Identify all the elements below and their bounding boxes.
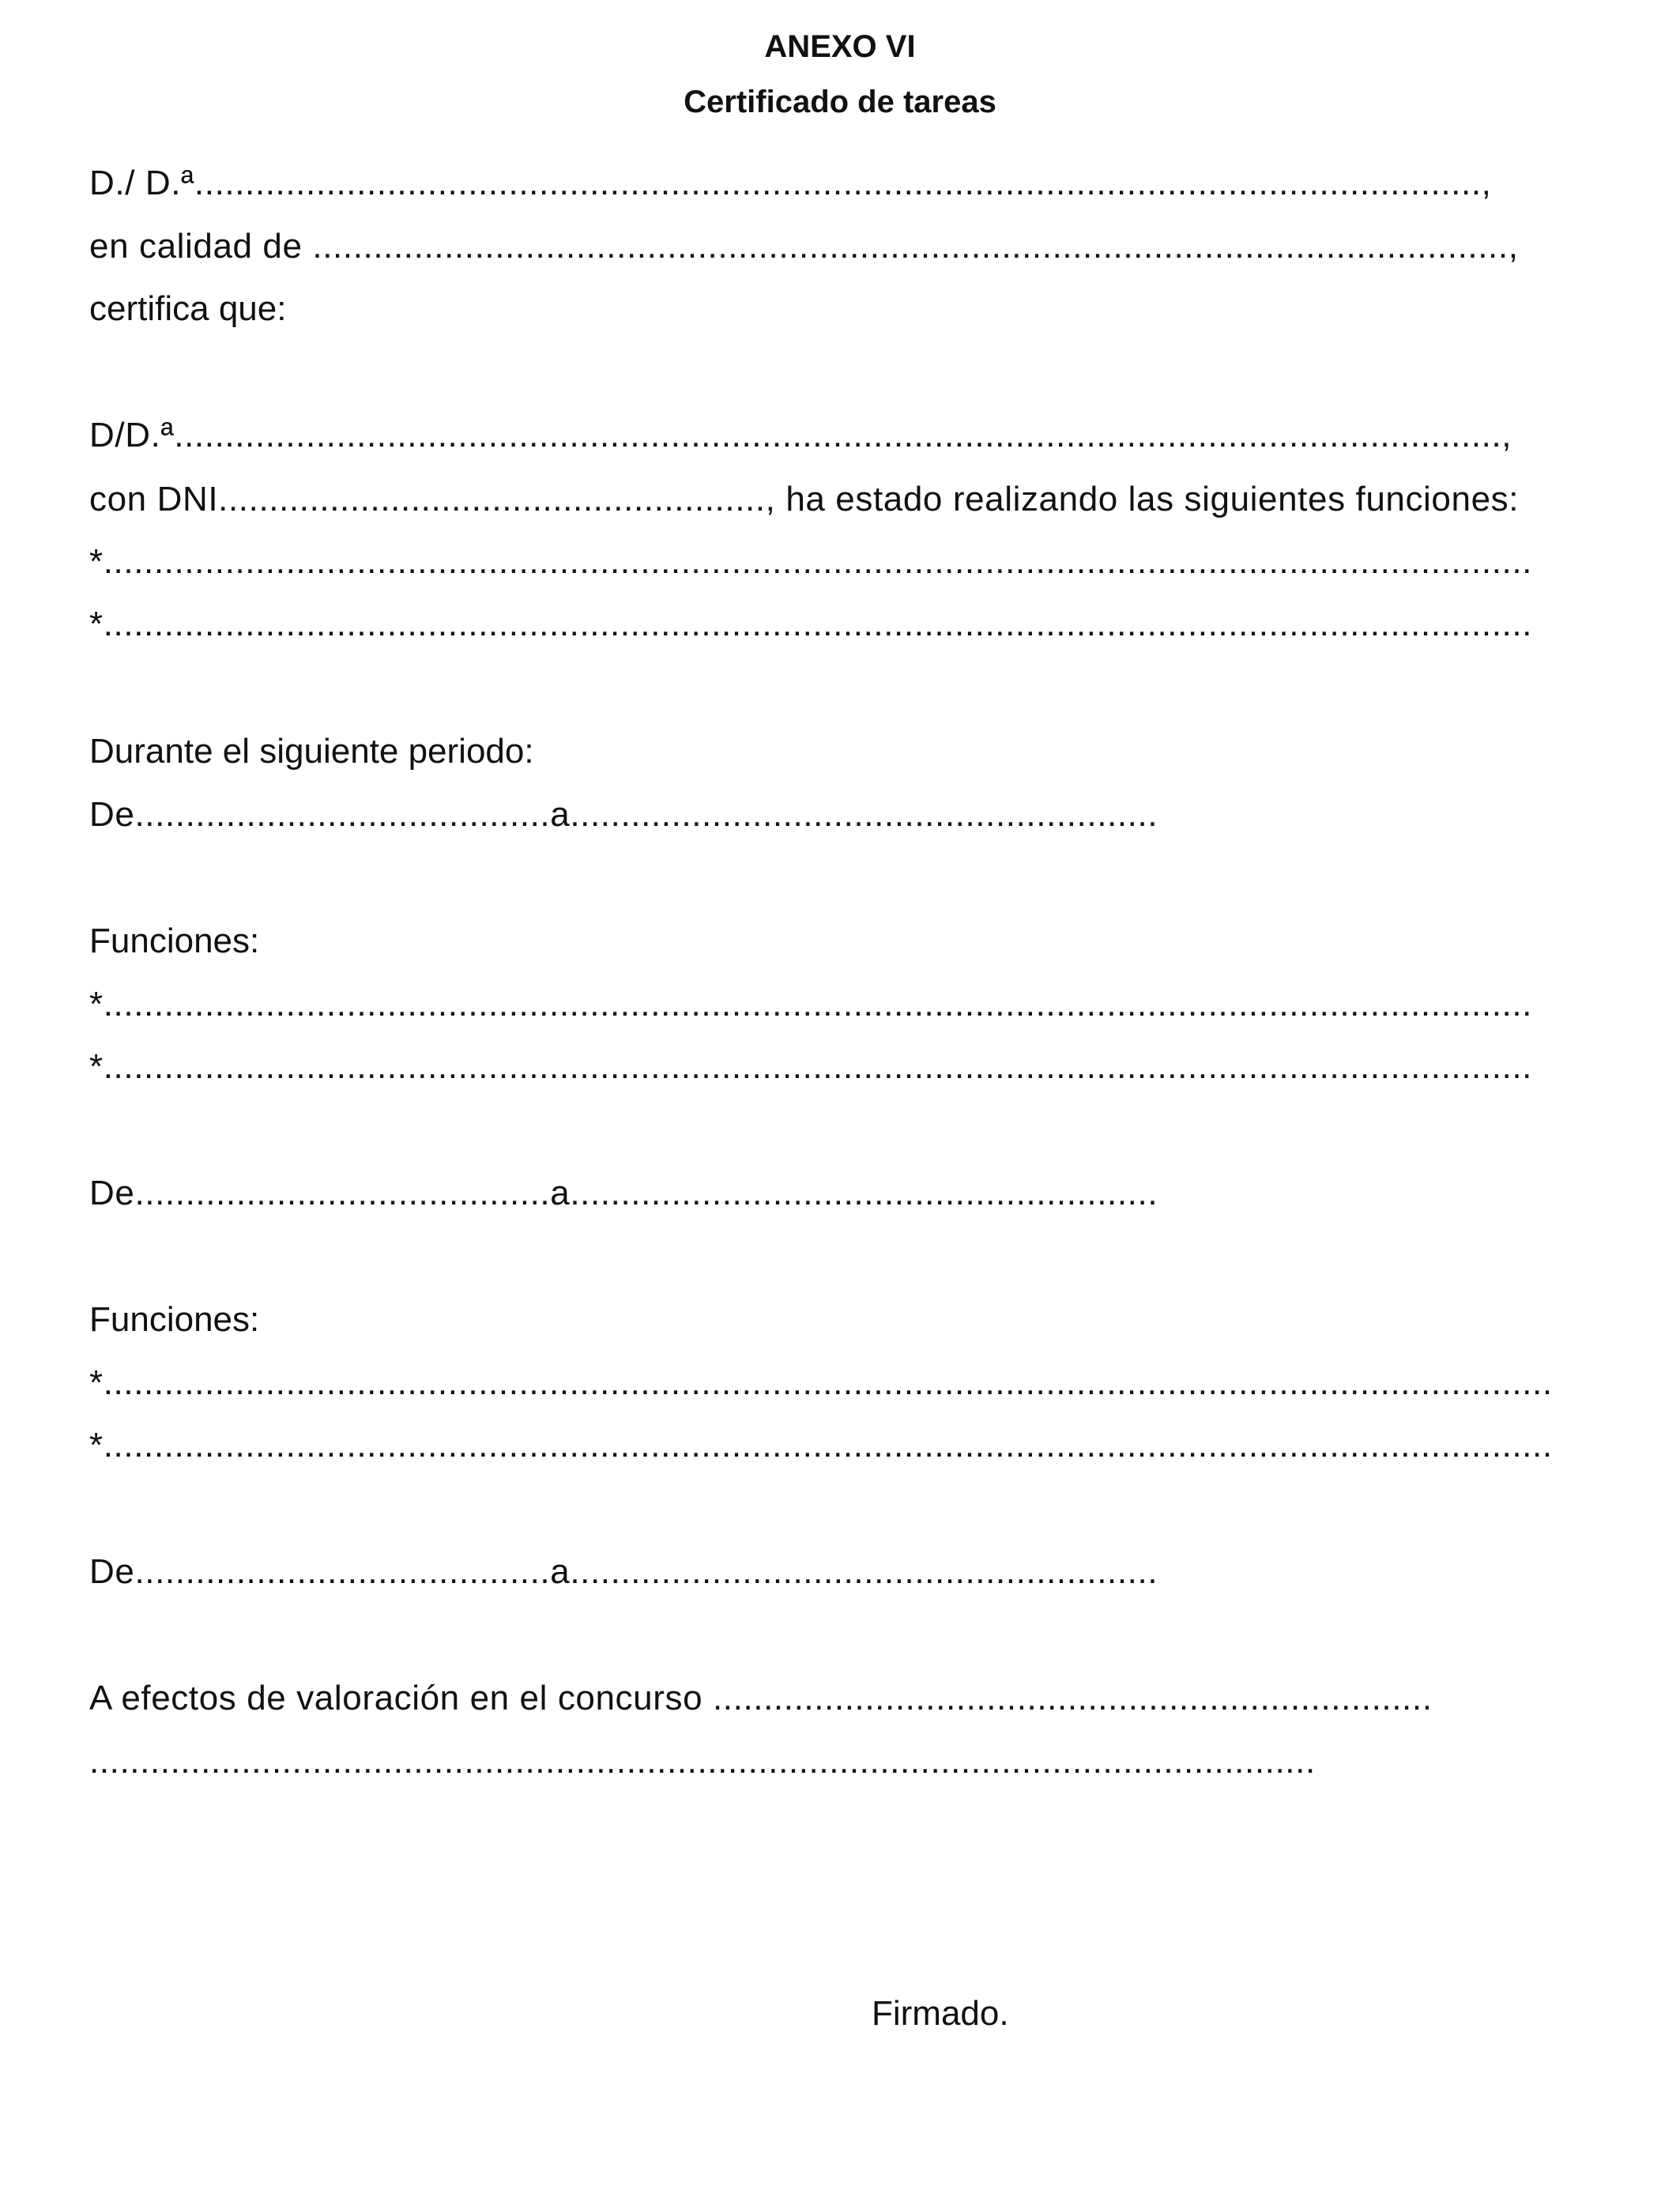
employee-function-line: *............................................................................................................................................. — [89, 542, 1532, 581]
signature-label: Firmado. — [872, 1994, 1009, 2033]
employee-name-line: D/D.ª..................................................................................................................................., — [89, 416, 1512, 454]
period-range-line: De.........................................a.......................................................... — [89, 1174, 1158, 1212]
period-function-line: *............................................................................................................................................... — [89, 1426, 1553, 1465]
certifier-name-line: D./ D.ª..............................................................................................................................., — [89, 164, 1492, 202]
period-function-line: *............................................................................................................................................. — [89, 1047, 1532, 1086]
document-title: ANEXO VI — [764, 29, 916, 64]
period-function-line: *............................................................................................................................................... — [89, 1363, 1553, 1402]
period-range-line: De.........................................a.......................................................... — [89, 795, 1158, 834]
functions-label: Funciones: — [89, 922, 260, 960]
employee-dni-line: con DNI......................................................, ha estado realizando las siguientes funciones: — [89, 480, 1520, 518]
period-range-line: De.........................................a.......................................................... — [89, 1552, 1158, 1591]
document-subtitle: Certificado de tareas — [684, 85, 996, 119]
certifies-line: certifica que: — [89, 289, 287, 328]
certifier-capacity-line: en calidad de ......................................................................................................................, — [89, 227, 1519, 266]
functions-label: Funciones: — [89, 1300, 260, 1339]
periods-intro: Durante el siguiente periodo: — [89, 732, 534, 771]
period-function-line: *............................................................................................................................................. — [89, 985, 1532, 1023]
employee-function-line: *............................................................................................................................................. — [89, 605, 1532, 643]
valuation-continuation-line: ......................................................................................................................... — [89, 1742, 1316, 1781]
valuation-line: A efectos de valoración en el concurso ....................................................................... — [89, 1679, 1433, 1717]
